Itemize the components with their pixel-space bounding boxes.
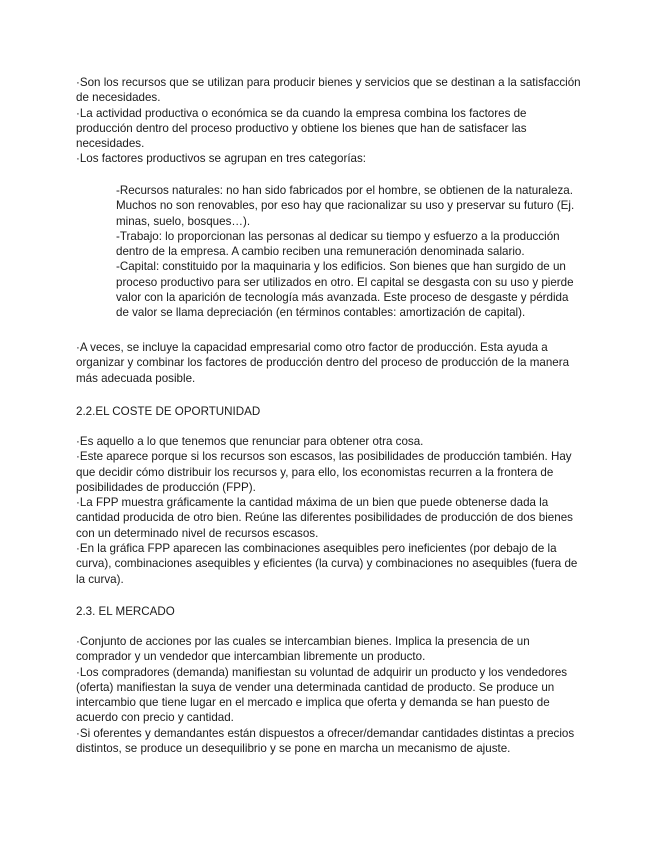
intro-paragraph-1: ·Son los recursos que se utilizan para producir bienes y servicios que se destinan a la satisfacción de necesidades. bbox=[76, 76, 581, 105]
coste-paragraph-1: ·Es aquello a lo que tenemos que renunciar para obtener otra cosa. bbox=[76, 435, 424, 448]
mercado-paragraph-3: ·Si oferentes y demandantes están dispuestos a ofrecer/demandar cantidades distintas a precios distintos, se produce un desequilibrio y se pone en marcha un mecanismo de ajuste. bbox=[76, 726, 575, 756]
category-capital: -Capital: constituido por la maquinaria y los edificios. Son bienes que han surgido de un proceso productivo para ser utilizados en otro. El capital se desgasta con su uso y pierde valor con la aparición de tecnología más avanzada. Este proceso de desgaste y pérdida de valor se llama depreciación (en términos contables: amortización de capital). bbox=[116, 260, 574, 320]
mercado-paragraph-2: ·Los compradores (demanda) manifiestan su voluntad de adquirir un producto y los vendedores (oferta) manifiestan la suya de vender una determinada cantidad de producto. Se produce un intercambio que tiene lugar en el mercado e implica que oferta y demanda se han puesto de acuerdo con precio y cantidad. bbox=[76, 665, 568, 725]
category-recursos-naturales: -Recursos naturales: no han sido fabricados por el hombre, se obtienen de la naturaleza. Muchos no son renovables, por eso hay que racionalizar su uso y preservar su futuro (Ej. minas, suelo, bosques…). bbox=[116, 184, 575, 228]
mercado-block bbox=[76, 634, 581, 756]
coste-paragraph-2: ·Este aparece porque si los recursos son escasos, las posibilidades de producción también. Hay que decidir cómo distribuir los recursos y, para ello, los economistas recurren a la frontera de posibilidades de producción (FPP). bbox=[76, 450, 572, 494]
intro-block bbox=[76, 75, 581, 167]
section-heading-mercado: 2.3. EL MERCADO bbox=[76, 605, 175, 618]
intro-paragraph-2: ·La actividad productiva o económica se da cuando la empresa combina los factores de producción dentro del proceso productivo y obtiene los bienes que han de satisfacer las necesidades. bbox=[76, 106, 527, 151]
mercado-paragraph-1: ·Conjunto de acciones por las cuales se intercambian bienes. Implica la presencia de un comprador y un vendedor que intercambian libremente un producto. bbox=[76, 635, 530, 664]
coste-paragraph-4: ·En la gráfica FPP aparecen las combinaciones asequibles pero ineficientes (por debajo de la curva), combinaciones asequibles y eficientes (la curva) y combinaciones no asequibles (fuera de la curva). bbox=[76, 542, 578, 586]
section-heading-coste-oportunidad: 2.2.EL COSTE DE OPORTUNIDAD bbox=[76, 405, 261, 418]
coste-paragraph-3: ·La FPP muestra gráficamente la cantidad máxima de un bien que puede obtenerse dada la cantidad producida de otro bien. Reúne las diferentes posibilidades de producción de dos bienes con un determinado nivel de recursos escasos. bbox=[76, 496, 573, 540]
category-trabajo: -Trabajo: lo proporcionan las personas al dedicar su tiempo y esfuerzo a la producción dentro de la empresa. A cambio reciben una remuneración denominada salario. bbox=[116, 229, 560, 259]
categories-list bbox=[116, 183, 581, 321]
coste-oportunidad-block bbox=[76, 434, 581, 587]
capacidad-paragraph: ·A veces, se incluye la capacidad empresarial como otro factor de producción. Esta ayuda a organizar y combinar los factores de producción dentro del proceso de producción de la manera más adecuada posible. bbox=[76, 341, 570, 385]
intro-paragraph-3: ·Los factores productivos se agrupan en tres categorías: bbox=[76, 152, 367, 166]
